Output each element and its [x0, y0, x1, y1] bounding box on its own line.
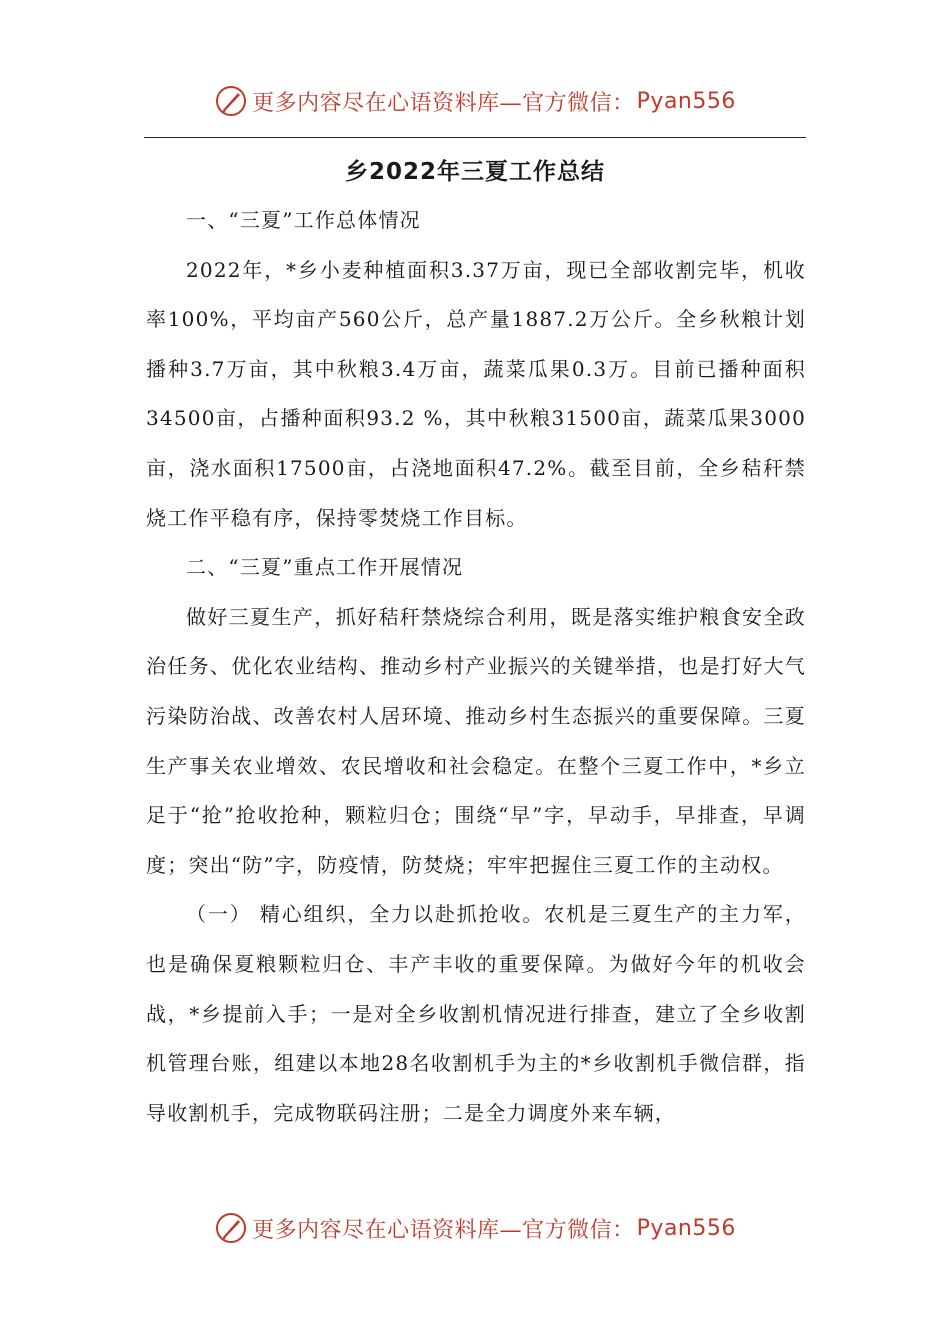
quill-logo-icon	[214, 84, 248, 118]
document-body	[146, 196, 806, 1138]
header-divider	[144, 137, 806, 138]
body-paragraph: （一） 精心组织，全力以赴抓抢收。农机是三夏生产的主力军，也是确保夏粮颗粒归仓、丰产丰收的重要保障。为做好今年的机收会战，*乡提前入手；一是对全乡收割机情况进行排查，建立了全乡收割机管理台账，组建以本地28名收割机手为主的*乡收割机手微信群，指导收割机手，完成物联码注册；二是全力调度外来车辆，	[146, 902, 806, 1125]
watermark-wechat-id: Pyan556	[636, 88, 736, 114]
watermark-text: 更多内容尽在心语资料库—官方微信：	[252, 90, 635, 116]
quill-logo-icon	[214, 1211, 248, 1245]
body-paragraph: 做好三夏生产，抓好秸秆禁烧综合利用，既是落实维护粮食安全政治任务、优化农业结构、推动乡村产业振兴的关键举措，也是打好大气污染防治战、改善农村人居环境、推动乡村生态振兴的重要保障。三夏生产事关农业增效、农民增收和社会稳定。在整个三夏工作中，*乡立足于“抢”抢收抢种，颗粒归仓；围绕“早”字，早动手，早排查，早调度；突出“防”字，防疫情，防焚烧；牢牢把握住三夏工作的主动权。	[146, 604, 806, 877]
header-watermark	[0, 84, 950, 118]
watermark-wechat-id: Pyan556	[636, 1215, 736, 1241]
document-title: 乡2022年三夏工作总结	[344, 159, 605, 185]
watermark-text: 更多内容尽在心语资料库—官方微信：	[252, 1217, 635, 1243]
section-heading: 二、“三夏”重点工作开展情况	[186, 555, 464, 580]
body-paragraph: 2022年，*乡小麦种植面积3.37万亩，现已全部收割完毕，机收率100%，平均亩产560公斤，总产量1887.2万公斤。全乡秋粮计划播种3.7万亩，其中秋粮3.4万亩，蔬菜瓜果0.3万。目前已播种面积34500亩，占播种面积93.2 %，其中秋粮31500亩，蔬菜瓜果3000亩，浇水面积17500亩，占浇地面积47.2%。截至目前，全乡秸秆禁烧工作平稳有序，保持零焚烧工作目标。	[146, 257, 806, 530]
footer-watermark	[0, 1211, 950, 1245]
section-heading: 一、“三夏”工作总体情况	[186, 208, 421, 232]
